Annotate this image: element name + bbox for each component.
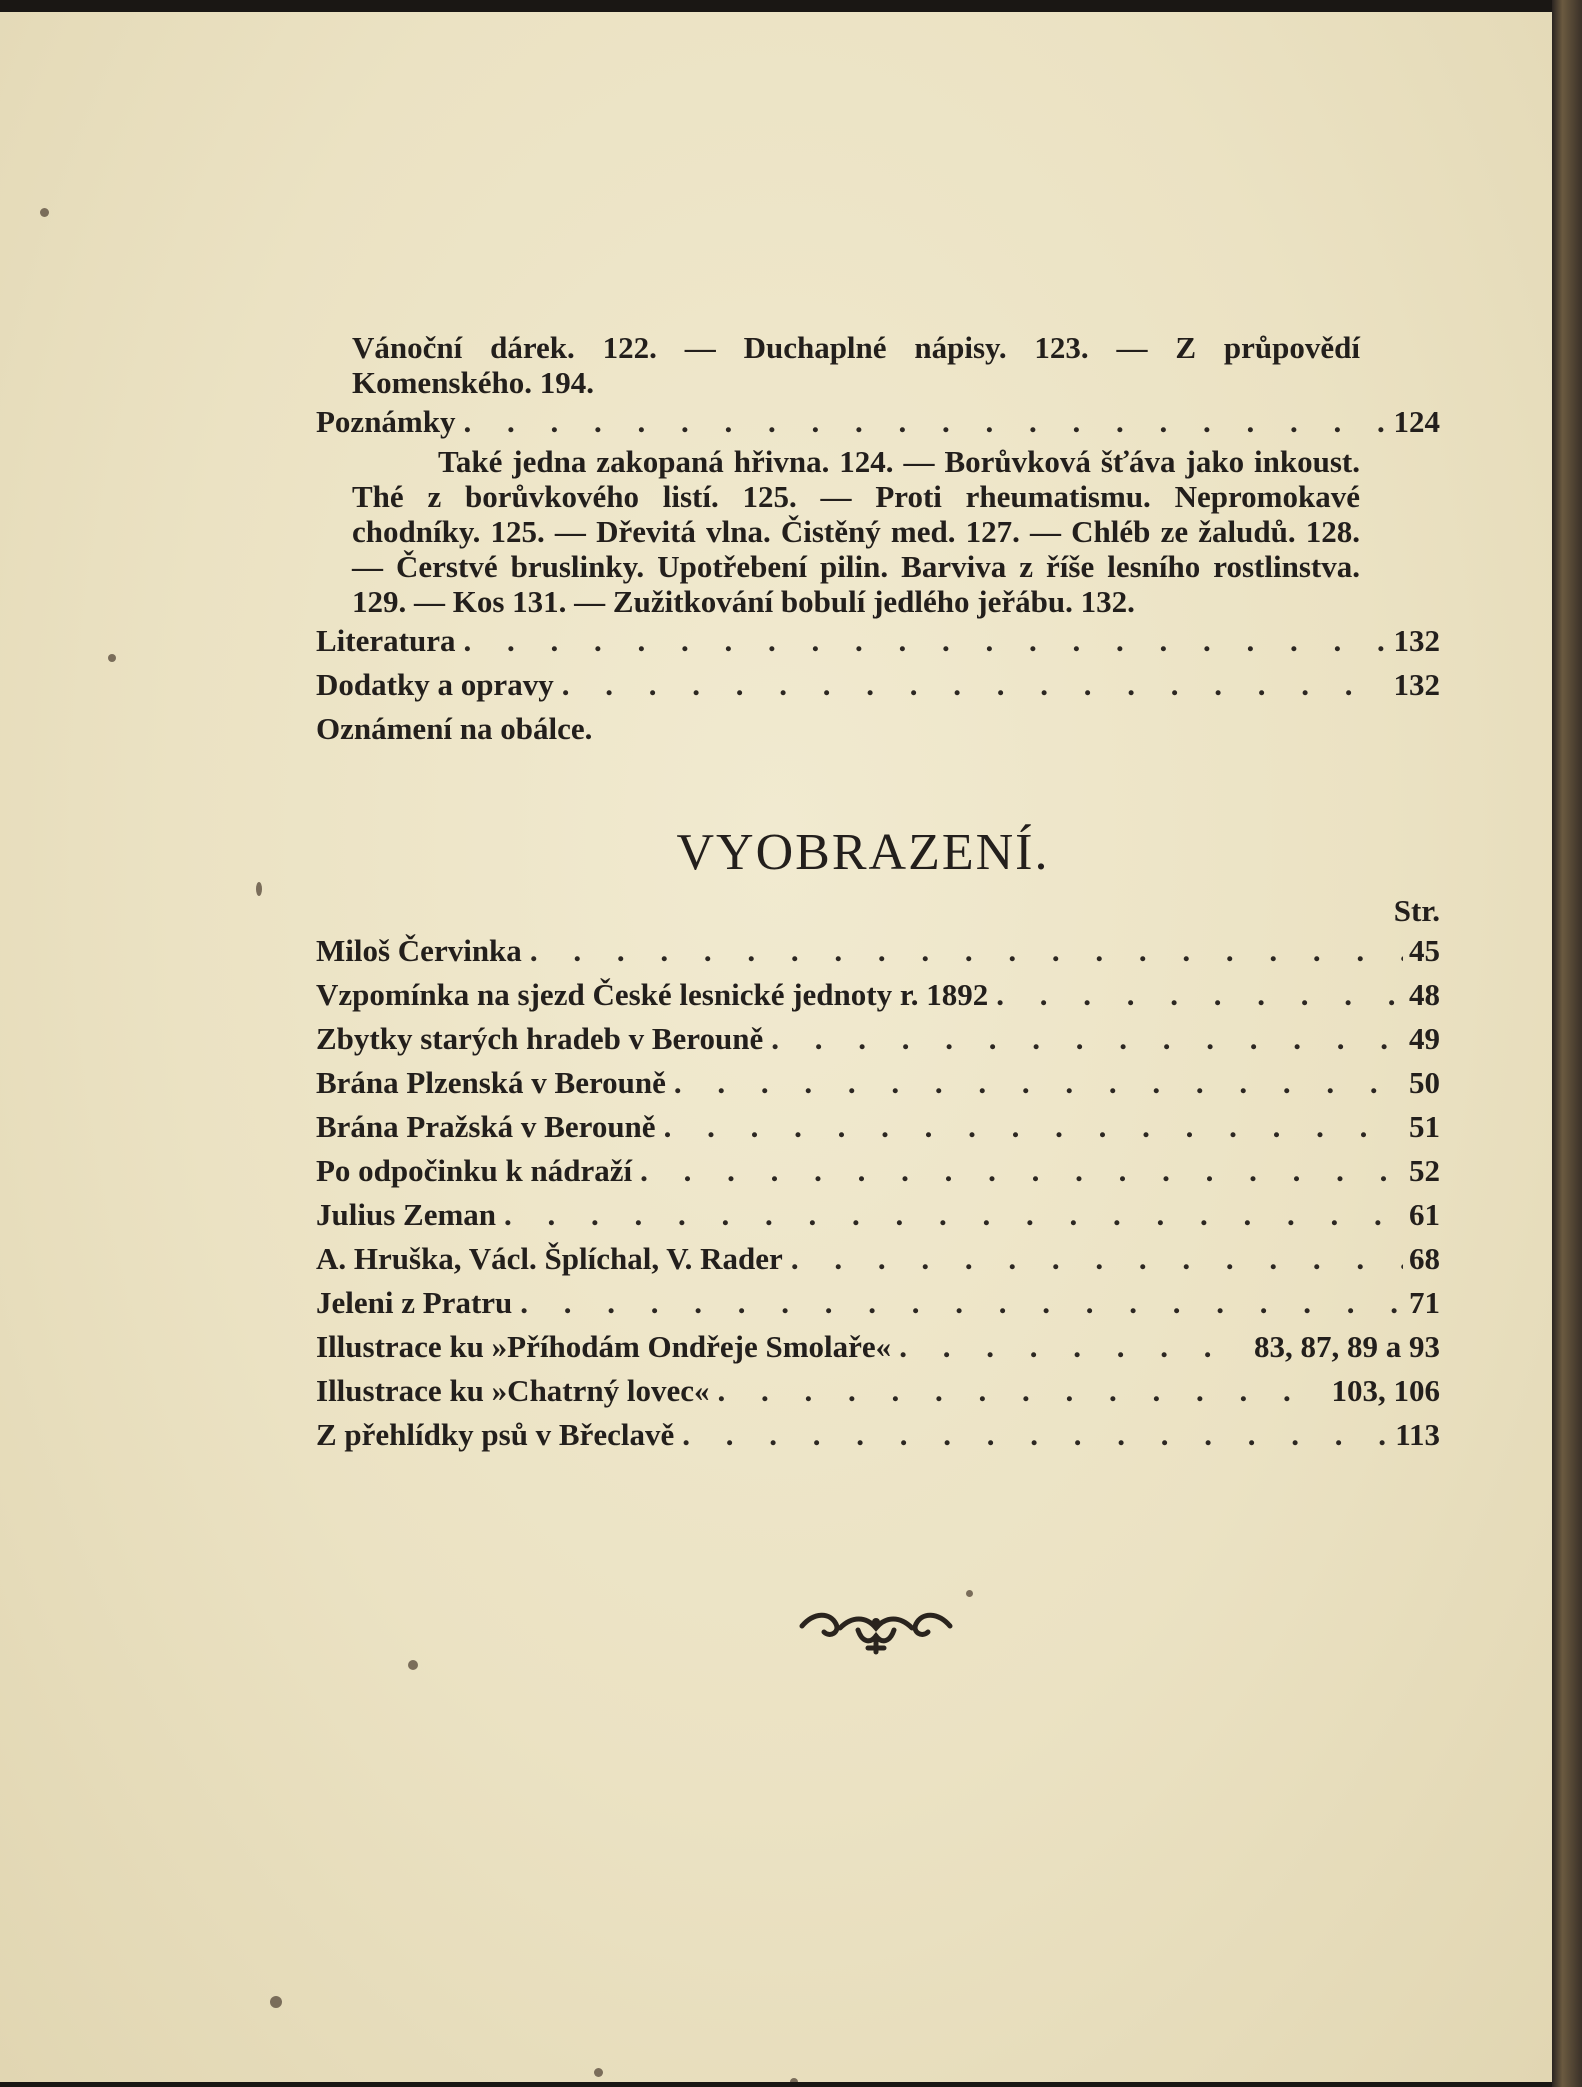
- contents-entry-page: 132: [1393, 667, 1440, 702]
- leader-dots: [520, 1281, 1403, 1325]
- leader-dots: [640, 1149, 1403, 1193]
- illustration-entry: [316, 1325, 1440, 1369]
- illustration-entry: [316, 1413, 1440, 1457]
- contents-entry-label: Dodatky a opravy: [316, 667, 554, 702]
- illustration-entry: [316, 1237, 1440, 1281]
- illustration-entry-label: Z přehlídky psů v Břeclavě: [316, 1417, 675, 1452]
- contents-entry-page: 132: [1393, 623, 1440, 658]
- paper-speck: [256, 882, 262, 896]
- contents-entry-page: 124: [1393, 404, 1440, 439]
- leader-dots: [664, 1105, 1403, 1149]
- illustration-entry-page: 45: [1409, 933, 1440, 968]
- illustration-entry-label: Jeleni z Pratru: [316, 1285, 513, 1320]
- illustration-entry-page: 103, 106: [1331, 1373, 1440, 1408]
- illustration-entry-label: Julius Zeman: [316, 1197, 497, 1232]
- paper-speck: [40, 208, 49, 217]
- illustration-entry-label: Brána Pražská v Berouně: [316, 1109, 656, 1144]
- illustrations-list: [316, 929, 1440, 1457]
- illustration-entry: [316, 1017, 1440, 1061]
- leader-dots: [562, 663, 1388, 707]
- paper-speck: [408, 1660, 418, 1670]
- illustration-entry: [316, 1369, 1440, 1413]
- illustration-entry: [316, 929, 1440, 973]
- illustration-entry-page: 113: [1395, 1417, 1440, 1452]
- illustration-entry-page: 71: [1409, 1285, 1440, 1320]
- contents-paragraph-notes: Také jedna zakopaná hřivna. 124. — Borůvková šťáva jako inkoust. Thé z borůvkového listí. 125. — Proti rheumatismu. Nepromokavé chodníky. 125. — Dřevitá vlna. Čistěný med. 127. — Chléb ze žaludů. 128. — Čerstvé bruslinky. Upotřebení pilin. Barviva z říše lesního rostlinstva. 129. — Kos 131. — Zužitkování bobulí jedlého jeřábu. 132.: [352, 444, 1360, 619]
- page-edge-shadow: [1552, 0, 1582, 2087]
- table-of-contents: [316, 330, 1440, 1457]
- illustration-entry: [316, 1061, 1440, 1105]
- contents-entry-poznamky: [316, 400, 1440, 444]
- contents-entry-label: Oznámení na obálce.: [316, 711, 593, 746]
- illustration-entry: [316, 1149, 1440, 1193]
- illustration-entry-page: 61: [1409, 1197, 1440, 1232]
- contents-paragraph-intro: Vánoční dárek. 122. — Duchaplné nápisy. 123. — Z průpovědí Komenského. 194.: [352, 330, 1360, 400]
- illustrations-heading: VYOBRAZENÍ.: [676, 824, 1050, 881]
- leader-dots: [674, 1061, 1403, 1105]
- illustration-entry-label: Vzpomínka na sjezd České lesnické jednoty r. 1892: [316, 977, 989, 1012]
- decorative-vine-ornament-icon: [796, 1602, 956, 1662]
- paper-speck: [966, 1590, 973, 1597]
- leader-dots: [771, 1017, 1403, 1061]
- contents-entry-label: Literatura: [316, 623, 456, 658]
- illustration-entry-page: 48: [1409, 977, 1440, 1012]
- illustration-entry: [316, 1281, 1440, 1325]
- illustration-entry-page: 83, 87, 89 a 93: [1254, 1329, 1440, 1364]
- illustration-entry: [316, 1105, 1440, 1149]
- illustration-entry-label: Illustrace ku »Chatrný lovec«: [316, 1373, 710, 1408]
- leader-dots: [464, 400, 1388, 444]
- illustration-entry-label: Brána Plzenská v Berouně: [316, 1065, 666, 1100]
- paper-speck: [270, 1996, 282, 2008]
- leader-dots: [682, 1413, 1389, 1457]
- leader-dots: [718, 1369, 1326, 1413]
- contents-entry-dodatky: [316, 663, 1440, 707]
- illustration-entry: [316, 1193, 1440, 1237]
- illustration-entry-label: Zbytky starých hradeb v Berouně: [316, 1021, 764, 1056]
- illustration-entry-page: 49: [1409, 1021, 1440, 1056]
- contents-entry-label: Poznámky: [316, 404, 456, 439]
- illustration-entry-page: 50: [1409, 1065, 1440, 1100]
- illustration-entry-label: Miloš Červinka: [316, 933, 522, 968]
- paper-speck: [108, 654, 116, 662]
- contents-entry-oznameni: [316, 707, 1440, 751]
- paper-speck: [790, 2078, 798, 2082]
- illustration-entry-label: Po odpočinku k nádraží: [316, 1153, 633, 1188]
- leader-dots: [791, 1237, 1403, 1281]
- leader-dots: [996, 973, 1403, 1017]
- illustration-entry-page: 68: [1409, 1241, 1440, 1276]
- paper-speck: [594, 2068, 603, 2077]
- leader-dots: [463, 619, 1387, 663]
- illustration-entry-page: 52: [1409, 1153, 1440, 1188]
- contents-entry-literatura: [316, 619, 1440, 663]
- illustration-entry-page: 51: [1409, 1109, 1440, 1144]
- leader-dots: [504, 1193, 1403, 1237]
- page-column-label: Str.: [1393, 893, 1440, 928]
- leader-dots: [899, 1325, 1248, 1369]
- book-page: [0, 12, 1552, 2082]
- illustration-entry-label: Illustrace ku »Příhodám Ondřeje Smolaře«: [316, 1329, 892, 1364]
- illustration-entry: [316, 973, 1440, 1017]
- leader-dots: [530, 929, 1403, 973]
- illustration-entry-label: A. Hruška, Václ. Šplíchal, V. Rader: [316, 1241, 783, 1276]
